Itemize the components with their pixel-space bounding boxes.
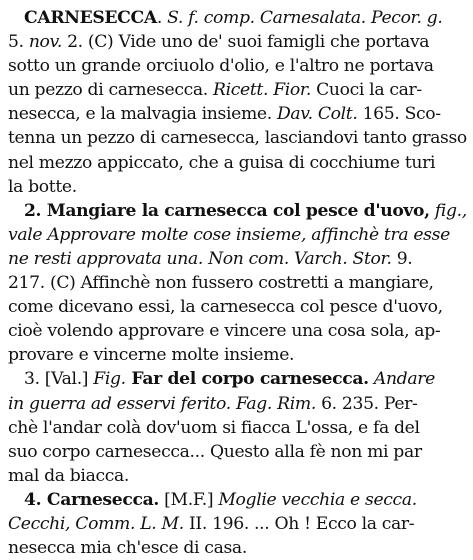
italic-text: Fig. xyxy=(93,369,126,390)
bold-text: Far del corpo carnesecca. xyxy=(125,369,369,390)
text-run: chè l'andar colà dov'uom si fiacca L'ossa, e fa del xyxy=(8,417,420,438)
text-run: 3. [Val.] xyxy=(24,369,94,390)
italic-text: Cecchi, Comm. L. M. xyxy=(8,513,184,534)
text-line xyxy=(8,416,467,440)
text-line xyxy=(8,6,467,30)
text-line xyxy=(8,440,467,464)
text-run: nesecca, e la malvagia insieme. xyxy=(8,104,277,125)
text-run: 165. Sco- xyxy=(357,104,441,125)
text-run: tenna un pezzo di carnesecca, lasciandovi tanto grasso xyxy=(8,128,467,149)
text-line xyxy=(8,223,467,247)
text-line xyxy=(8,102,467,126)
text-line xyxy=(8,319,467,343)
dictionary-entry-carnesecca xyxy=(8,6,467,560)
text-line xyxy=(8,126,465,150)
text-run: 2. (C) Vide uno de' suoi famigli che portava xyxy=(61,32,430,53)
text-run: 217. (C) Affinchè non fussero costretti a mangiare, xyxy=(8,273,434,294)
text-run: [M.F.] xyxy=(159,489,219,510)
italic-text: in guerra ad esservi ferito. Fag. Rim. xyxy=(8,393,316,414)
text-line xyxy=(8,488,467,512)
text-run: provare e vincerne molte insieme. xyxy=(8,345,295,366)
text-run: nesecca mia ch'esce di casa. xyxy=(8,538,247,559)
text-line xyxy=(8,151,467,175)
text-line xyxy=(8,247,467,271)
italic-text: Dav. Colt. xyxy=(276,104,358,125)
text-line xyxy=(8,54,467,78)
italic-text: ne resti approvata una. Non com. Varch. Stor. xyxy=(8,248,392,269)
text-run: la botte. xyxy=(8,176,77,197)
text-run: II. 196. ... Oh ! Ecco la car- xyxy=(183,513,415,534)
text-run: nel mezzo appiccato, che a guisa di cocchiume turi xyxy=(8,152,436,173)
bold-text: CARNESECCA xyxy=(24,8,157,28)
text-run: cioè volendo approvare e vincere una cosa sola, ap- xyxy=(8,321,441,342)
text-line xyxy=(8,464,467,488)
text-run: 6. 235. Per- xyxy=(315,393,418,414)
text-line xyxy=(8,536,467,560)
italic-text: Moglie vecchia e secca. xyxy=(218,489,417,510)
text-run: sotto un grande orciuolo d'olio, e l'altro ne portava xyxy=(8,56,434,77)
text-line xyxy=(8,30,467,54)
text-run: un pezzo di carnesecca. xyxy=(8,80,214,101)
text-line xyxy=(8,78,467,102)
text-run: . xyxy=(156,8,168,28)
bold-text: 4. Carnesecca. xyxy=(24,489,159,510)
text-line xyxy=(8,512,467,536)
text-line xyxy=(8,175,467,199)
bold-text: 2. Mangiare la carnesecca col pesce d'uovo, xyxy=(23,200,430,221)
text-run: suo corpo carnesecca... Questo alla fè non mi par xyxy=(8,441,422,462)
text-run: mal da biacca. xyxy=(8,465,130,486)
italic-text: fig., xyxy=(429,200,467,221)
italic-text: vale Approvare molte cose insieme, affinchè tra esse xyxy=(8,224,450,245)
text-run: come dicevano essi, la carnesecca col pesce d'uovo, xyxy=(8,297,443,318)
italic-text: Ricett. Fior. xyxy=(213,80,312,101)
text-run: 5. xyxy=(8,32,29,53)
italic-text: S. f. comp. Carnesalata. Pecor. g. xyxy=(167,8,443,28)
text-run: Cuoci la car- xyxy=(311,80,422,101)
text-line xyxy=(8,295,467,319)
text-line xyxy=(8,343,467,367)
text-line xyxy=(8,271,467,295)
italic-text: nov. xyxy=(28,32,62,53)
text-run: 9. xyxy=(391,248,413,269)
text-line xyxy=(8,367,467,391)
italic-text: Andare xyxy=(368,369,435,390)
text-line xyxy=(8,392,467,416)
text-line xyxy=(8,199,466,223)
